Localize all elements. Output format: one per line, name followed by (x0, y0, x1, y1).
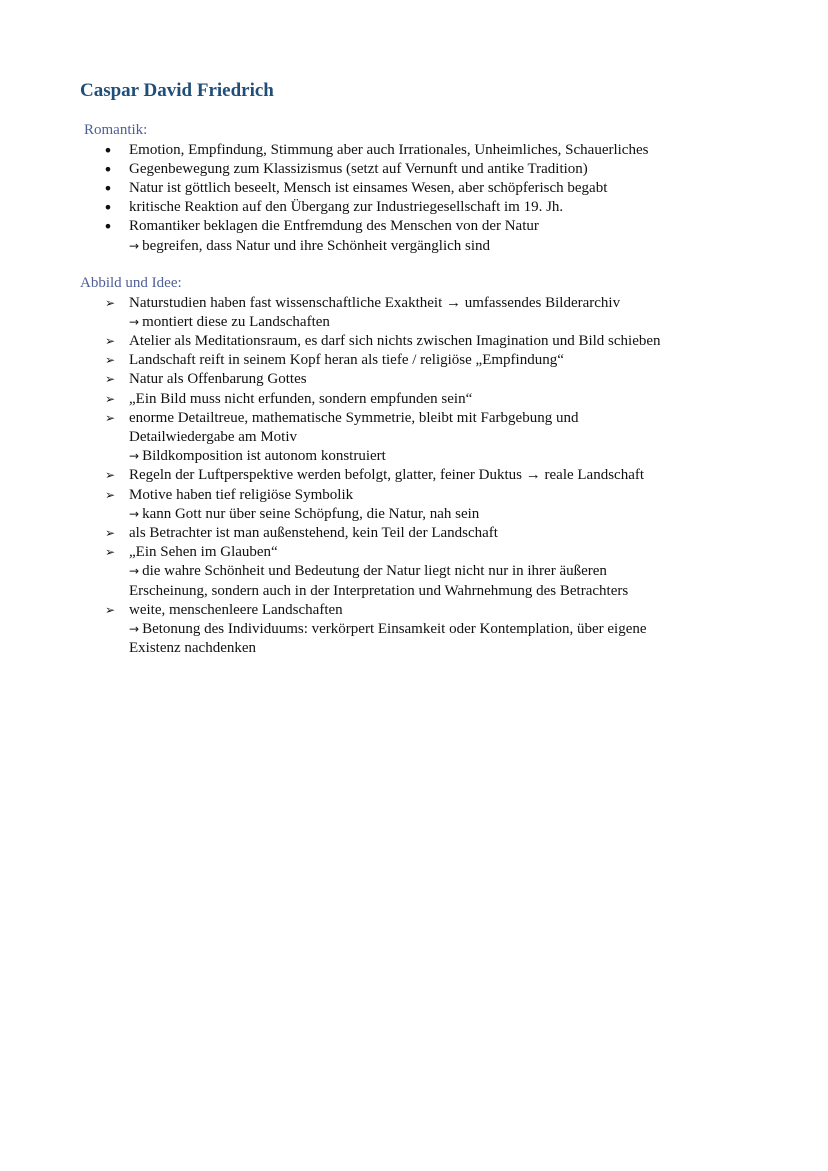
list-item-subtext: die wahre Schönheit und Bedeutung der Natur liegt nicht nur in ihrer äußeren (142, 563, 607, 580)
bullet-arrow-icon: ➢ (104, 410, 116, 425)
list-item (0, 198, 749, 217)
list-item-subline (129, 447, 749, 466)
list-item-subtext: Erscheinung, sondern auch in der Interpretation und Wahrnehmung des Betrachters (129, 582, 629, 599)
list-item (0, 486, 749, 524)
right-arrow-icon: → (129, 506, 140, 521)
bullet-arrow-icon: ➢ (104, 353, 116, 368)
romantik-list (0, 141, 749, 256)
list-item-text: Atelier als Meditationsraum, es darf sich nichts zwischen Imagination und Bild schieben (129, 332, 661, 349)
list-item-subline (129, 639, 749, 658)
list-item (0, 141, 749, 160)
right-arrow-icon: → (129, 564, 140, 579)
abbild-und-idee-list (0, 294, 749, 659)
list-item-subtext: Existenz nachdenken (129, 640, 257, 657)
list-item-text: Landschaft reift in seinem Kopf heran als tiefe / religiöse „Empfindung“ (129, 352, 564, 369)
list-item-subline (129, 582, 749, 601)
list-item-text: enorme Detailtreue, mathematische Symmetrie, bleibt mit Farbgebung und (129, 409, 579, 426)
list-item (0, 351, 749, 370)
list-item-subline (129, 562, 749, 581)
bullet-dot-icon: • (103, 140, 113, 160)
list-item (0, 160, 749, 179)
bullet-dot-icon: • (103, 198, 113, 218)
list-item (0, 543, 749, 601)
list-item (0, 409, 749, 467)
list-item-subline (129, 313, 749, 332)
list-item (0, 466, 749, 485)
list-item-text: als Betrachter ist man außenstehend, kein Teil der Landschaft (129, 524, 498, 541)
list-item (0, 524, 749, 543)
list-item-text: „Ein Sehen im Glauben“ (129, 544, 278, 561)
list-item-subtext: kann Gott nur über seine Schöpfung, die Natur, nah sein (142, 505, 480, 522)
list-item-text: Gegenbewegung zum Klassizismus (setzt auf Vernunft und antike Tradition) (129, 160, 588, 177)
list-item-text: Detailwiedergabe am Motiv (129, 428, 298, 445)
bullet-arrow-icon: ➢ (104, 487, 116, 502)
page-title: Caspar David Friedrich (80, 80, 274, 101)
bullet-arrow-icon: ➢ (104, 391, 116, 406)
list-item (0, 217, 749, 255)
list-item-text: Regeln der Luftperspektive werden befolgt, glatter, feiner Duktus → reale Landschaft (129, 467, 645, 484)
list-item-subline (129, 620, 749, 639)
bullet-dot-icon: • (103, 217, 113, 237)
list-item-subtext: montiert diese zu Landschaften (142, 313, 330, 330)
list-item-text: Natur ist göttlich beseelt, Mensch ist einsames Wesen, aber schöpferisch begabt (129, 179, 608, 196)
list-item (0, 332, 749, 351)
section-heading-abbild-und-idee: Abbild und Idee: (80, 275, 182, 291)
list-item-subtext: Bildkomposition ist autonom konstruiert (142, 448, 386, 465)
list-item-text: Natur als Offenbarung Gottes (129, 371, 307, 388)
list-item (0, 370, 749, 389)
bullet-dot-icon: • (103, 178, 113, 198)
list-item-text: Emotion, Empfindung, Stimmung aber auch Irrationales, Unheimliches, Schauerliches (129, 141, 649, 158)
list-item-text: Motive haben tief religiöse Symbolik (129, 486, 354, 503)
right-arrow-icon: → (129, 621, 140, 636)
list-item (0, 390, 749, 409)
list-item-subtext: begreifen, dass Natur und ihre Schönheit vergänglich sind (142, 237, 491, 254)
bullet-arrow-icon: ➢ (104, 602, 116, 617)
bullet-arrow-icon: ➢ (104, 333, 116, 348)
right-arrow-icon: → (129, 314, 140, 329)
bullet-arrow-icon: ➢ (104, 295, 116, 310)
section-heading-romantik: Romantik: (84, 122, 148, 138)
bullet-arrow-icon: ➢ (104, 525, 116, 540)
list-item-text: weite, menschenleere Landschaften (129, 601, 343, 618)
bullet-arrow-icon: ➢ (104, 372, 116, 387)
list-item (0, 294, 749, 332)
list-item (0, 601, 749, 659)
list-item-text: Naturstudien haben fast wissenschaftliche Exaktheit → umfassendes Bilderarchiv (129, 294, 621, 311)
bullet-arrow-icon: ➢ (104, 468, 116, 483)
bullet-arrow-icon: ➢ (104, 545, 116, 560)
right-arrow-icon: → (129, 238, 140, 253)
list-item (0, 179, 749, 198)
list-item-subtext: Betonung des Individuums: verkörpert Einsamkeit oder Kontemplation, über eigene (142, 620, 647, 637)
bullet-dot-icon: • (103, 159, 113, 179)
list-item-text: kritische Reaktion auf den Übergang zur Industriegesellschaft im 19. Jh. (129, 199, 564, 216)
list-item-subline (129, 237, 749, 256)
list-item-text: Romantiker beklagen die Entfremdung des Menschen von der Natur (129, 218, 539, 235)
list-item-text: „Ein Bild muss nicht erfunden, sondern empfunden sein“ (129, 390, 473, 407)
list-item-subline (129, 505, 749, 524)
right-arrow-icon: → (129, 449, 140, 464)
